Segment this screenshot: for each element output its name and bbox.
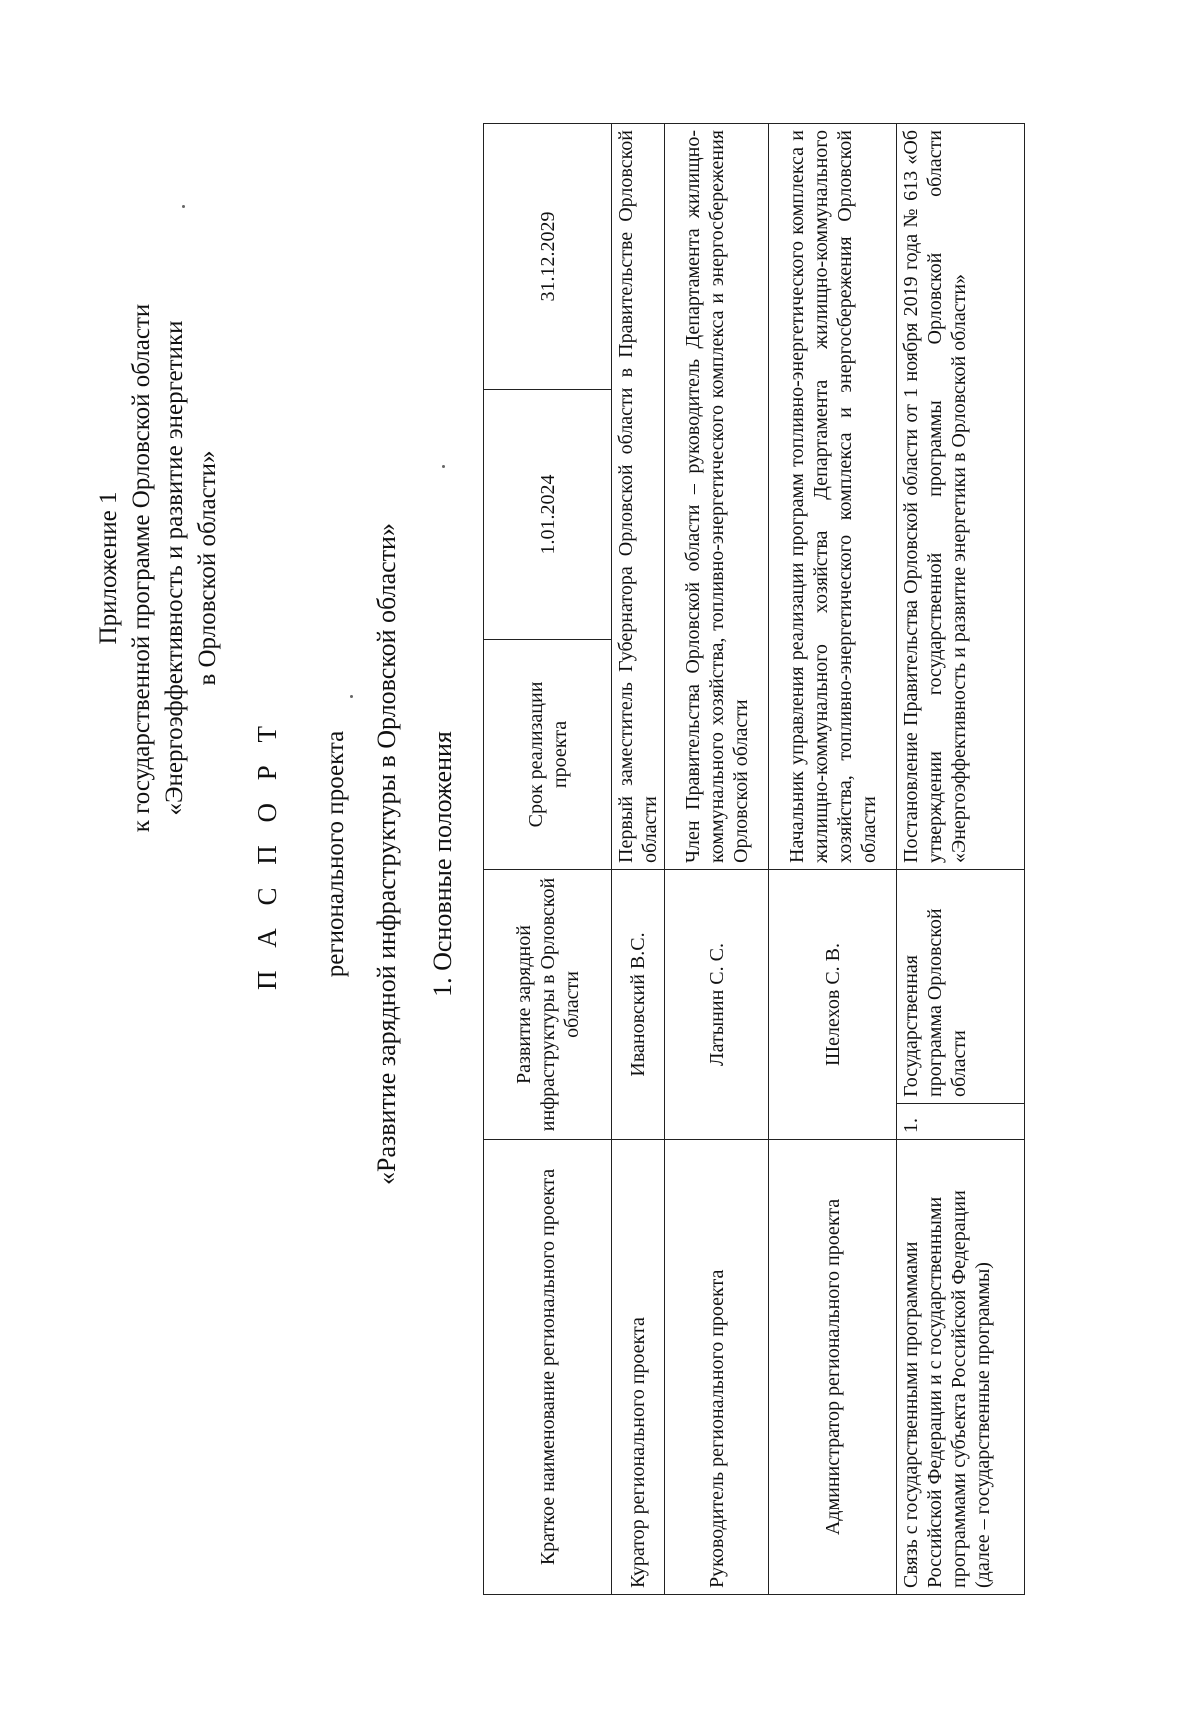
term-label: Срок реализации проекта — [484, 639, 612, 869]
admin-label: Администратор регионального проекта — [769, 1140, 897, 1595]
appendix-line-3: «Энергоэффективность и развитие энергетики — [161, 320, 188, 816]
program-number: 1. — [897, 1104, 1025, 1140]
passport-project-name: «Развитие зарядной инфраструктуры в Орловской области» — [372, 523, 401, 1185]
passport-subtitle: регионального проекта — [322, 730, 349, 978]
passport-title: П А С П О Р Т — [252, 718, 282, 991]
term-end: 31.12.2029 — [484, 123, 612, 389]
curator-label: Куратор регионального проекта — [612, 1140, 665, 1595]
appendix-line-1: Приложение 1 — [95, 491, 122, 645]
admin-person: Шелехов С. В. — [769, 869, 897, 1139]
program-name: Государственная программа Орловской области — [897, 869, 1025, 1103]
table-row-curator — [612, 123, 665, 1594]
short-name-label: Краткое наименование регионального проекта — [484, 1140, 612, 1595]
program-document: Постановление Правительства Орловской области от 1 ноября 2019 года № 613 «Об утверждении государственной программы Орловской области «Энергоэффективность и развитие энергетики в Орловской области» — [897, 123, 1025, 869]
appendix-header — [92, 248, 224, 888]
scan-speck — [182, 205, 185, 208]
head-person: Латынин С. С. — [665, 869, 769, 1139]
head-label: Руководитель регионального проекта — [665, 1140, 769, 1595]
table-row-admin — [769, 123, 897, 1594]
table-row-head — [665, 123, 769, 1594]
table-row-program-link — [897, 123, 1025, 1594]
appendix-line-2: к государственной программе Орловской области — [128, 303, 155, 833]
scan-speck — [350, 695, 353, 698]
program-link-label: Связь с государственными программами Российской Федерации и с государственными программами субъекта Российской Федерации (далее – государственные программы) — [897, 1140, 1025, 1595]
curator-position: Первый заместитель Губернатора Орловской области в Правительстве Орловской области — [612, 123, 665, 869]
appendix-line-4: в Орловской области» — [194, 450, 221, 686]
term-start: 1.01.2024 — [484, 389, 612, 639]
table-row-short-name — [484, 123, 612, 1594]
curator-person: Ивановский В.С. — [612, 869, 665, 1139]
admin-position: Начальник управления реализации программ топливно-энергетического комплекса и жилищно-коммунального хозяйства Департамента жилищно-коммунального хозяйства, топливно-энергетического комплекса и энергосбережения Орловской области — [769, 123, 897, 869]
passport-table — [483, 123, 1025, 1595]
scan-speck — [442, 465, 445, 468]
section-title: 1. Основные положения — [428, 731, 457, 997]
head-position: Член Правительства Орловской области – руководитель Департамента жилищно-коммунального хозяйства, топливно-энергетического комплекса и энергосбережения Орловской области — [665, 123, 769, 869]
short-name-value: Развитие зарядной инфраструктуры в Орловской области — [484, 869, 612, 1139]
